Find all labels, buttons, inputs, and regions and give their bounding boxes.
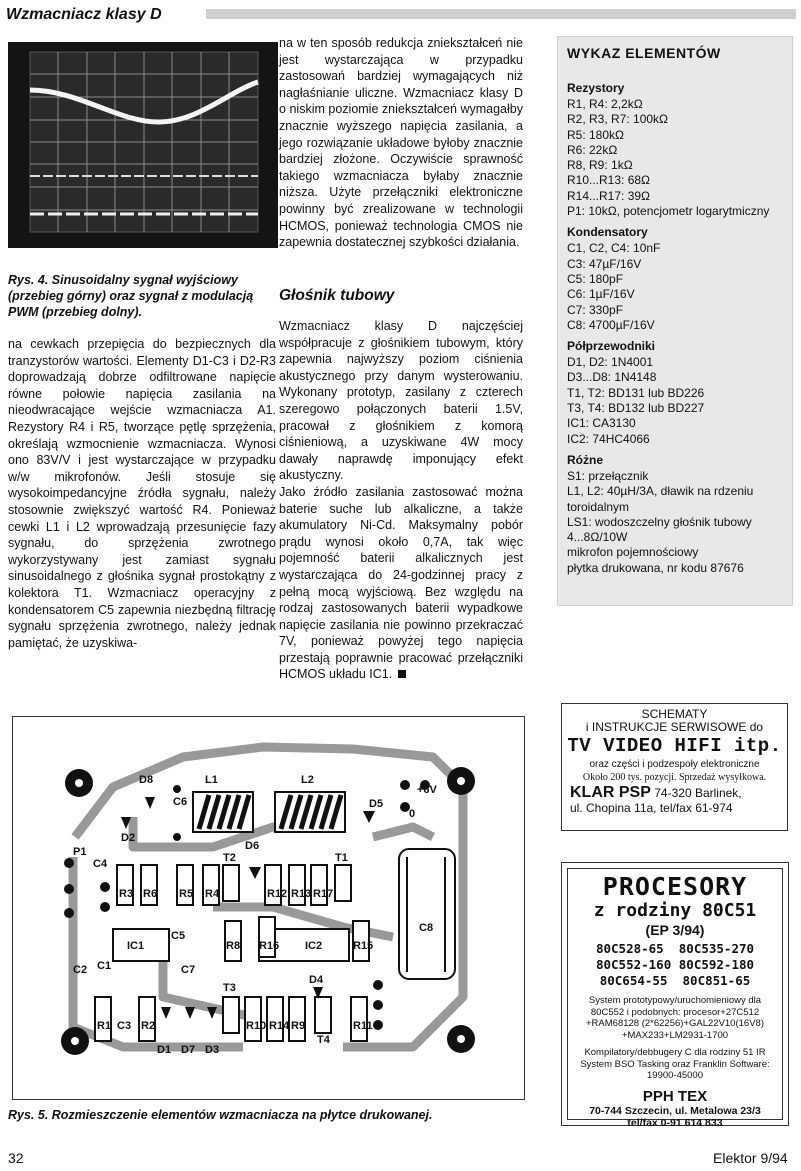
mounting-hole-icon — [61, 1027, 89, 1055]
parts-item: IC1: CA3130 — [567, 416, 636, 431]
column-2-text-bottom: Wzmacniacz klasy D najczęściej współpracuje z głośnikiem tubowym, który zapewnia najwyższy poziom ciśnienia akustycznego przy danym wysterowaniu. Wykonany prototyp, zasilany z czterech szeregowo połączonych baterii 1.5V, pracował z głośnikiem z komorą ciśnieniową, a uzyskiwane 4W mocy dawały naprawdę imponujący efekt akustyczny. Jako źródło zasilania zastosować można baterie suche lub alkaliczne, a także akumulatory Ni-Cd. Maksymalny pobór prądu wynosi około 0,7A, tak więc pojemność baterii alkalicznych jest wystarczająca do 24-godzinnej pracy z pełną mocą wyjściową. Bez względu na rodzaj zastosowanych baterii wypadkowe napięcie zasilania nie powinno przekraczać 7V, ponieważ powyżej tego napięcia przestają poprawnie pracować przełączniki HCMOS układu IC1. — [279, 319, 523, 682]
pcb-label: R3 — [119, 888, 134, 900]
parts-item: C3: 47µF/16V — [567, 256, 642, 271]
pcb-label: R11 — [353, 1020, 373, 1032]
pcb-label: C5 — [171, 930, 186, 942]
issue-label: Elektor 9/94 — [713, 1150, 788, 1166]
pcb-label: D3 — [205, 1044, 220, 1056]
pcb-label: R16 — [259, 940, 280, 952]
ad-subtitle: z rodziny 80C51 — [593, 900, 757, 921]
ad-line: i INSTRUKCJE SERWISOWE do — [585, 720, 764, 734]
parts-item: R1, R4: 2,2kΩ — [567, 97, 643, 111]
column-1-text: na cewkach przepięcia do bezpiecznych dla tranzystorów wartości. Elementy D1-C3 i D2-R3 doprowadzają dobrze odfiltrowane napięcie równe połowie napięcia zasilania na nieodwracające wejście wzmacniacza A1. Rezystory R4 i R5, tworzące pętlę sprzężenia, określają wzmocnienie wzmacniacza. Wynosi ono 83V/V i jest wystarczające w przypadku w/w mikrofonów. Jeśli stosuje się wysokoimpedancyjne źródła sygnału, należy stosownie zwiększyć wartość R4. Ponieważ cewki L1 i L2 wprowadzają przesunięcie fazy sygnału, do sprzężenia zwrotnego wykorzystywany jest zamiast sygnału sinusoidalnego z głośnika sygnał prostokątny z kolektora T1. Wzmacniacz operacyjny z kondensatorem C5 zapewnia niezbędną filtrację sygnału sprzężenia zwrotnego, należy jednak pamiętać, że uzyskiwa- — [8, 337, 276, 650]
parts-group-title: Różne — [567, 452, 603, 467]
pcb-layout-figure — [12, 716, 525, 1100]
figure-4-caption: Rys. 4. Sinusoidalny sygnał wyjściowy (przebieg górny) oraz sygnał z modulacją PWM (przebieg dolny). — [8, 273, 254, 319]
pcb-label: T4 — [317, 1034, 330, 1046]
ad-company — [562, 785, 787, 801]
pcb-label: R10 — [246, 1020, 267, 1032]
pcb-label: D2 — [121, 832, 136, 844]
pcb-label: R4 — [205, 888, 220, 900]
capacitor-c8-icon — [399, 849, 455, 979]
mounting-hole-icon — [447, 1025, 475, 1053]
resistor-r14-outline — [267, 997, 283, 1041]
parts-item: T3, T4: BD132 lub BD227 — [567, 401, 705, 416]
ad-description: System prototypowy/uruchomieniowy dla 80C552 i podobnych: procesor+27C512 +RAM68128 (2*62256)+GAL22V10(16V8) +MAX233+LM2931-1700 — [586, 995, 764, 1041]
article-title: Wzmacniacz klasy D — [6, 6, 162, 23]
ad-headline: PROCESORY — [602, 872, 748, 901]
ad-line: oraz części i podzespoły elektroniczne — [589, 759, 760, 770]
mounting-hole-icon — [447, 767, 475, 795]
ad-headline: TV VIDEO HIFI itp. — [567, 735, 782, 757]
page-number: 32 — [8, 1150, 24, 1166]
diode-d5-icon — [363, 811, 375, 823]
ad-line: SCHEMATY — [641, 707, 708, 721]
resistor-r2-outline — [139, 997, 155, 1041]
pcb-label: 0 — [409, 808, 416, 820]
parts-group-title: Kondensatory — [567, 225, 648, 240]
column-2-text-top: na w ten sposób redukcja zniekształceń nie jest wystarczająca w przypadku zastosowań bardziej wymagających niż nagłaśnianie uliczne. Wzmacniacz klasy D o niskim poziomie zniekształceń wymagałby znacznie wyższego napięcia zasilania, a jego rozwiązanie układowe byłoby znacznie bardziej złożone. Oczywiście sprawność takiego wzmacniacza byłaby znacznie niższa. Użyte przełączniki elektroniczne powinny być zrealizowane w technologii HCMOS, ponieważ technologia CMOS nie zapewnia dostatecznej szybkości działania. — [279, 36, 523, 250]
parts-item: C8: 4700µF/16V — [567, 317, 655, 332]
transistor-t4-outline — [315, 997, 331, 1033]
parts-item: C7: 330pF — [567, 302, 624, 317]
ad-company-name: KLAR PSP — [570, 784, 651, 801]
parts-group-title: Półprzewodniki — [567, 339, 656, 354]
parts-item: C1, C2, C4: 10nF — [567, 241, 661, 256]
pcb-label: R6 — [143, 888, 158, 900]
ad-line: Około 200 tys. pozycji. Sprzedaż wysyłkowa. — [582, 772, 767, 783]
pcb-label: R17 — [313, 888, 334, 900]
transistor-t3-outline — [223, 997, 239, 1033]
end-mark-icon — [398, 670, 406, 678]
pcb-label: R9 — [291, 1020, 306, 1032]
resistor-r10-outline — [245, 997, 261, 1041]
pcb-label: R15 — [353, 940, 374, 952]
diode-d7-icon — [185, 1007, 195, 1019]
parts-item: LS1: wodoszczelny głośnik tubowy 4...8Ω/10W — [567, 514, 752, 545]
transistor-t1-outline — [335, 865, 351, 901]
ad-phone: tel/fax 0-91 614 833 — [627, 1116, 723, 1129]
parts-item: L1, L2: 40µH/3A, dławik na rdzeniu toroidalnym — [567, 484, 754, 514]
ad-description: Kompilatory/debbugery C dla rodziny 51 IR System BSO Tasking oraz Franklin Software: 19900-45000 — [580, 1047, 770, 1081]
ad-chip-list: 80C528-65 80C535-270 80C552-160 80C592-180 80C654-55 80C851-65 — [595, 941, 755, 988]
oscilloscope-photo — [8, 42, 278, 248]
diode-d6-icon — [249, 867, 261, 879]
pcb-label: D5 — [369, 798, 384, 810]
pcb-label: P1 — [73, 846, 87, 858]
ad-address: 74-320 Barlinek, — [654, 786, 742, 800]
ad-company-name: PPH TEX — [642, 1087, 708, 1105]
pcb-label: D8 — [139, 774, 154, 786]
pcb-label: T3 — [223, 982, 236, 994]
parts-item: C6: 1µF/16V — [567, 287, 635, 302]
pcb-label: IC2 — [305, 940, 323, 952]
parts-item: R6: 22kΩ — [567, 142, 618, 157]
parts-item: R8, R9: 1kΩ — [567, 158, 633, 173]
diode-d1-icon — [161, 1007, 171, 1019]
resistor-r9-outline — [289, 997, 305, 1041]
mounting-hole-icon — [65, 769, 93, 797]
pcb-label: T1 — [335, 852, 348, 864]
parts-item: mikrofon pojemnościowy — [567, 545, 699, 560]
advertisement-processors — [561, 862, 789, 1129]
pcb-label: C4 — [93, 858, 108, 870]
parts-item: R10...R13: 68Ω — [567, 173, 651, 188]
diode-d8-icon — [145, 797, 155, 809]
pcb-label: T2 — [223, 852, 236, 864]
pcb-label: C2 — [73, 964, 88, 976]
parts-item: S1: przełącznik — [567, 468, 649, 483]
ad-address: ul. Chopina 11a, tel/fax 61-974 — [570, 801, 733, 815]
parts-list — [557, 36, 793, 606]
parts-list-title: WYKAZ ELEMENTÓW — [567, 45, 721, 61]
pcb-label: D6 — [245, 840, 260, 852]
pcb-label: C3 — [117, 1020, 132, 1032]
pcb-label: D4 — [309, 974, 324, 986]
parts-item: D1, D2: 1N4001 — [567, 355, 654, 370]
section-title: Głośnik tubowy — [279, 287, 395, 304]
pcb-label: D1 — [157, 1044, 172, 1056]
pcb-label: R5 — [179, 888, 194, 900]
pcb-label: R14 — [269, 1020, 290, 1032]
pcb-label: R13 — [291, 888, 312, 900]
pcb-label: R12 — [267, 888, 288, 900]
parts-item: płytka drukowana, nr kodu 87676 — [567, 560, 744, 575]
ad-address: 70-744 Szczecin, ul. Metalowa 23/3 — [589, 1104, 761, 1117]
pcb-label: C8 — [419, 922, 434, 934]
parts-item: P1: 10kΩ, potencjometr logarytmiczny — [567, 204, 770, 219]
parts-item: T1, T2: BD131 lub BD226 — [567, 385, 705, 400]
pcb-label: +6V — [417, 784, 437, 796]
ad-reference: (EP 3/94) — [645, 922, 705, 938]
pcb-label: R1 — [97, 1020, 112, 1032]
pcb-label: L2 — [301, 774, 314, 786]
pcb-label: R8 — [226, 940, 241, 952]
parts-item: R2, R3, R7: 100kΩ — [567, 112, 669, 127]
advertisement-schematics — [561, 703, 788, 831]
transistor-t2-outline — [223, 865, 239, 901]
pcb-label: IC1 — [127, 940, 145, 952]
pcb-label: C7 — [181, 964, 196, 976]
resistor-r11-outline — [351, 997, 367, 1041]
parts-item: R5: 180kΩ — [567, 127, 624, 142]
parts-item: C5: 180pF — [567, 271, 624, 286]
inductor-l2-icon — [275, 792, 345, 832]
parts-item: IC2: 74HC4066 — [567, 431, 650, 446]
parts-item: R14...R17: 39Ω — [567, 188, 651, 203]
parts-item: D3...D8: 1N4148 — [567, 370, 657, 385]
pcb-label: C6 — [173, 796, 188, 808]
pcb-label: L1 — [205, 774, 218, 786]
figure-5-caption: Rys. 5. Rozmieszczenie elementów wzmacniacza na płytce drukowanej. — [8, 1108, 433, 1122]
inductor-l1-icon — [193, 792, 253, 832]
pcb-label: D7 — [181, 1044, 196, 1056]
resistor-r1-outline — [95, 997, 111, 1041]
header-bar — [206, 9, 796, 19]
parts-group-title: Rezystory — [567, 81, 625, 95]
pcb-label: R2 — [141, 1020, 156, 1032]
pcb-label: C1 — [97, 960, 112, 972]
